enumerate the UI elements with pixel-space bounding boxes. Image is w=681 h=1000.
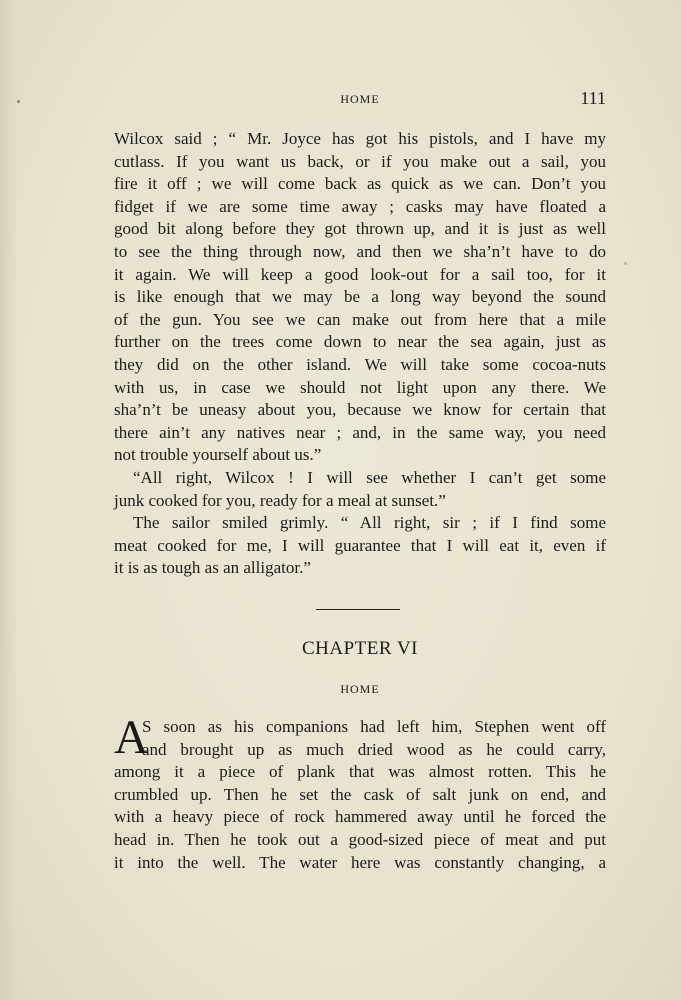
text-line: with a heavy piece of rock hammered away until he forced the (114, 807, 606, 827)
paper-speck (624, 262, 627, 265)
text-line: is like enough that we may be a long way beyond the sound (114, 287, 606, 307)
page-number: 111 (580, 88, 606, 108)
chapter-text (114, 711, 606, 874)
text-line: The sailor smiled grimly. “ All right, sir ; if I find some (133, 513, 606, 533)
text-line: fire it off ; we will come back as quick as we can. Don’t you (114, 174, 606, 194)
text-line: further on the trees come down to near the sea again, just as (114, 332, 606, 352)
chapter-subtitle: HOME (340, 682, 380, 696)
text-line: and brought up as much dried wood as he could carry, (142, 739, 606, 759)
text-line: good bit along before they got thrown up, and it is just as well (114, 219, 606, 239)
text-line: S soon as his companions had left him, Stephen went off (142, 717, 606, 736)
chapter-title: CHAPTER VI (301, 638, 419, 659)
text-line: it is as tough as an alligator.” (114, 558, 311, 578)
drop-cap: A (114, 711, 149, 764)
text-line: meat cooked for me, I will guarantee that I will eat it, even if (114, 535, 606, 555)
text-line: Wilcox said ; “ Mr. Joyce has got his pistols, and I have my (114, 129, 606, 148)
text-line: fidget if we are some time away ; casks may have floated a (114, 196, 606, 216)
text-line: sha’n’t be uneasy about you, because we know for certain that (114, 400, 606, 420)
running-head: HOME (340, 92, 380, 106)
text-line: with us, in case we should not light upon any there. We (114, 377, 606, 397)
passage-text (114, 128, 606, 580)
text-line: of the gun. You see we can make out from here that a mile (114, 309, 606, 329)
page-gutter-shadow (0, 0, 18, 1000)
page-header (114, 88, 606, 112)
text-line: it again. We will keep a good look-out for a sail too, for it (114, 264, 606, 284)
text-line: there ain’t any natives near ; and, in the same way, you need (114, 422, 606, 442)
text-line: they did on the other island. We will take some cocoa-nuts (114, 354, 606, 374)
text-line: junk cooked for you, ready for a meal at sunset.” (114, 490, 446, 510)
text-line: to see the thing through now, and then we sha’n’t have to do (114, 241, 606, 261)
text-line: head in. Then he took out a good-sized piece of meat and put (114, 829, 606, 849)
text-line: crumbled up. Then he set the cask of salt junk on end, and (114, 784, 606, 804)
text-line: it into the well. The water here was constantly changing, a (114, 852, 606, 872)
text-line: cutlass. If you want us back, or if you make out a sail, you (114, 151, 606, 171)
text-line: not trouble yourself about us.” (114, 445, 322, 465)
text-line: “All right, Wilcox ! I will see whether I can’t get some (133, 467, 606, 487)
text-line: among it a piece of plank that was almost rotten. This he (114, 762, 606, 782)
section-divider (316, 609, 400, 610)
paper-speck (17, 100, 20, 103)
